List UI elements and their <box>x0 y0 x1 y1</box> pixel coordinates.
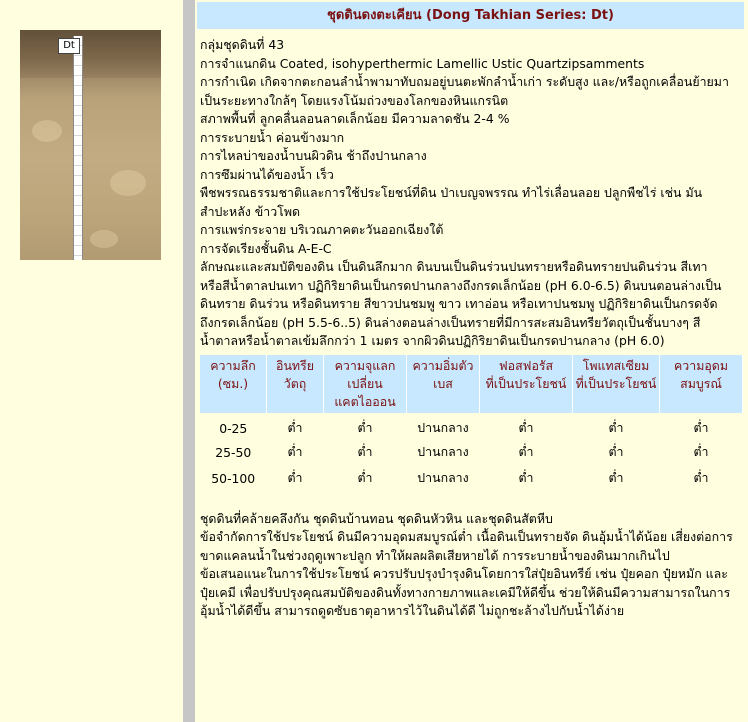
origin: การกำเนิด เกิดจากตะกอนลำน้ำพามาทับถมอยู่บนตะพักลำน้ำเก่า ระดับสูง และ/หรือถูกเคลื่อนย้ายมา <box>200 74 729 89</box>
soil-properties: ลักษณะและสมบัติของดิน เป็นดินลึกมาก ดินบนเป็นดินร่วนปนทรายหรือดินทรายปนดินร่วน สีเทา <box>200 259 708 274</box>
soil-properties-cont: ดินทราย ดินร่วน หรือดินทราย สีขาวปนชมพู ขาว เทาอ่อน หรือเทาปนชมพู ปฏิกิริยาดินเป็นกรดจัด <box>200 296 718 311</box>
cell-depth: 50-100 <box>200 466 267 492</box>
recommendations-cont: อุ้มน้ำได้ดีขึ้น สามารถดูดซับธาตุอาหารไว้ในดินได้ดี ไม่ถูกชะล้างไปกับน้ำได้ง่าย <box>200 603 625 618</box>
origin-cont: เป็นระยะทางใกล้ๆ โดยแรงโน้มถ่วงของโลกของหินแกรนิต <box>200 92 509 108</box>
cell-depth: 0-25 <box>200 413 267 440</box>
cell-phosphorus: ต่ำ <box>480 440 573 466</box>
header-line: เบส <box>433 375 453 391</box>
col-header-cec <box>324 355 407 413</box>
col-header-fertility <box>660 355 743 413</box>
cell-organic-matter: ต่ำ <box>267 466 324 492</box>
header-line: ความอิ่มตัว <box>412 357 474 373</box>
cell-depth: 25-50 <box>200 440 267 466</box>
header-line: โพแทสเซียม <box>582 357 650 373</box>
header-line: อินทรีย <box>276 357 314 373</box>
cell-cec: ต่ำ <box>324 413 407 440</box>
cell-fertility: ต่ำ <box>660 440 743 466</box>
header-line: ความจุแลก <box>334 357 396 373</box>
content-area <box>197 0 746 621</box>
col-header-potassium <box>573 355 660 413</box>
cell-phosphorus: ต่ำ <box>480 466 573 492</box>
soil-texture <box>110 170 146 196</box>
table-row <box>200 413 743 440</box>
topography: สภาพพื้นที่ ลูกคลื่นลอนลาดเล็กน้อย มีความลาดชัน 2-4 % <box>200 111 510 126</box>
left-panel <box>0 0 183 722</box>
surface-runoff: การไหลบ่าของน้ำบนผิวดิน ช้าถึงปานกลาง <box>200 148 427 163</box>
classification: การจำแนกดิน Coated, isohyperthermic Lamellic Ustic Quartzipsamments <box>200 55 645 71</box>
col-header-organic-matter <box>267 355 324 413</box>
soil-properties-cont: ถึงกรดเล็กน้อย (pH 5.5-6..5) ดินล่างตอนล่างเป็นทรายที่มีการสะสมอินทรียวัตถุเป็นชั้นบางๆ สี <box>200 314 701 330</box>
cell-base-saturation: ปานกลาง <box>407 440 480 466</box>
soil-texture <box>32 120 62 142</box>
use-limitations-cont: ขาดแคลนน้ำในช่วงฤดูเพาะปลูก ทำให้ผลผลิตเสียหายได้ การระบายน้ำของดินมากเกินไป <box>200 547 670 563</box>
cell-potassium: ต่ำ <box>573 466 660 492</box>
cell-fertility: ต่ำ <box>660 413 743 440</box>
table-row <box>200 440 743 466</box>
recommendations: ข้อเสนอแนะในการใช้ประโยชน์ ควรปรับปรุงบำรุงดินโดยการใส่ปุ๋ยอินทรีย์ เช่น ปุ๋ยคอก ปุ๋ยหมัก และ <box>200 566 728 581</box>
col-header-base-saturation <box>407 355 480 413</box>
fertility-table <box>200 355 743 492</box>
use-limitations: ข้อจำกัดการใช้ประโยชน์ ดินมีความอุดมสมบูรณ์ต่ำ เนื้อดินเป็นทรายจัด ดินอุ้มน้ำได้น้อย เสี่ยงต่อการ <box>200 529 733 544</box>
header-line: ที่เป็นประโยชน์ <box>575 375 657 391</box>
cell-cec: ต่ำ <box>324 466 407 492</box>
topsoil-layer <box>20 30 161 78</box>
similar-series: ชุดดินที่คล้ายคลึงกัน ชุดดินบ้านทอน ชุดดินหัวหิน และชุดดินสัตหีบ <box>200 510 553 526</box>
header-line: (ซม.) <box>217 375 249 391</box>
vegetation-landuse-cont: สำปะหลัง ข้าวโพด <box>200 203 301 219</box>
col-header-phosphorus <box>480 355 573 413</box>
header-line: ที่เป็นประโยชน์ <box>485 375 567 391</box>
cell-potassium: ต่ำ <box>573 440 660 466</box>
header-line: เปลี่ยน <box>347 375 383 391</box>
vegetation-landuse: พืชพรรณธรรมชาติและการใช้ประโยชน์ที่ดิน ป่าเบญจพรรณ ทำไร่เลื่อนลอย ปลูกพืชไร่ เช่น มัน <box>200 185 703 200</box>
cell-base-saturation: ปานกลาง <box>407 466 480 492</box>
page-title: ชุดดินดงตะเคียน (Dong Takhian Series: Dt) <box>197 2 744 29</box>
divider-bar <box>183 0 195 722</box>
cell-organic-matter: ต่ำ <box>267 413 324 440</box>
soil-texture <box>90 230 118 248</box>
cell-potassium: ต่ำ <box>573 413 660 440</box>
cell-fertility: ต่ำ <box>660 466 743 492</box>
horizon-sequence: การจัดเรียงชั้นดิน A-E-C <box>200 240 332 256</box>
group-number: กลุ่มชุดดินที่ 43 <box>200 37 285 52</box>
header-line: วัตถุ <box>283 375 307 391</box>
col-header-depth <box>200 355 267 413</box>
drainage: การระบายน้ำ ค่อนข้างมาก <box>200 129 345 145</box>
header-line: ความอุดม <box>673 357 729 373</box>
header-line: แคตไอออน <box>334 393 396 409</box>
soil-properties-cont: น้ำตาลหรือน้ำตาลเข้มลึกกว่า 1 เมตร จากผิวดินปฏิกิริยาดินเป็นกรดปานกลาง (pH 6.0) <box>200 333 665 348</box>
soil-profile-photo <box>20 30 161 260</box>
soil-properties-cont: หรือสีน้ำตาลปนเทา ปฏิกิริยาดินเป็นกรดปานกลางถึงกรดเล็กน้อย (pH 6.0-6.5) ดินบนตอนล่างเป็น <box>200 277 722 293</box>
distribution: การแพร่กระจาย บริเวณภาคตะวันออกเฉียงใต้ <box>200 222 444 237</box>
cell-base-saturation: ปานกลาง <box>407 413 480 440</box>
cell-organic-matter: ต่ำ <box>267 440 324 466</box>
header-line: ความลึก <box>210 357 256 373</box>
table-header-row <box>200 355 743 413</box>
measuring-tape <box>73 36 83 260</box>
header-line: ฟอสฟอรัส <box>498 357 554 373</box>
header-line: สมบูรณ์ <box>680 375 722 391</box>
description-block <box>197 36 746 351</box>
cell-cec: ต่ำ <box>324 440 407 466</box>
recommendations-cont: ปุ๋ยเคมี เพื่อปรับปรุงคุณสมบัติของดินทั้งทางกายภาพและเคมีให้ดีขึ้น ช่วยให้ดินมีความสามารถในการ <box>200 584 731 600</box>
footer-block <box>197 510 746 621</box>
permeability: การซึมผ่านได้ของน้ำ เร็ว <box>200 166 334 182</box>
photo-label: Dt <box>58 38 80 54</box>
cell-phosphorus: ต่ำ <box>480 413 573 440</box>
table-row <box>200 466 743 492</box>
